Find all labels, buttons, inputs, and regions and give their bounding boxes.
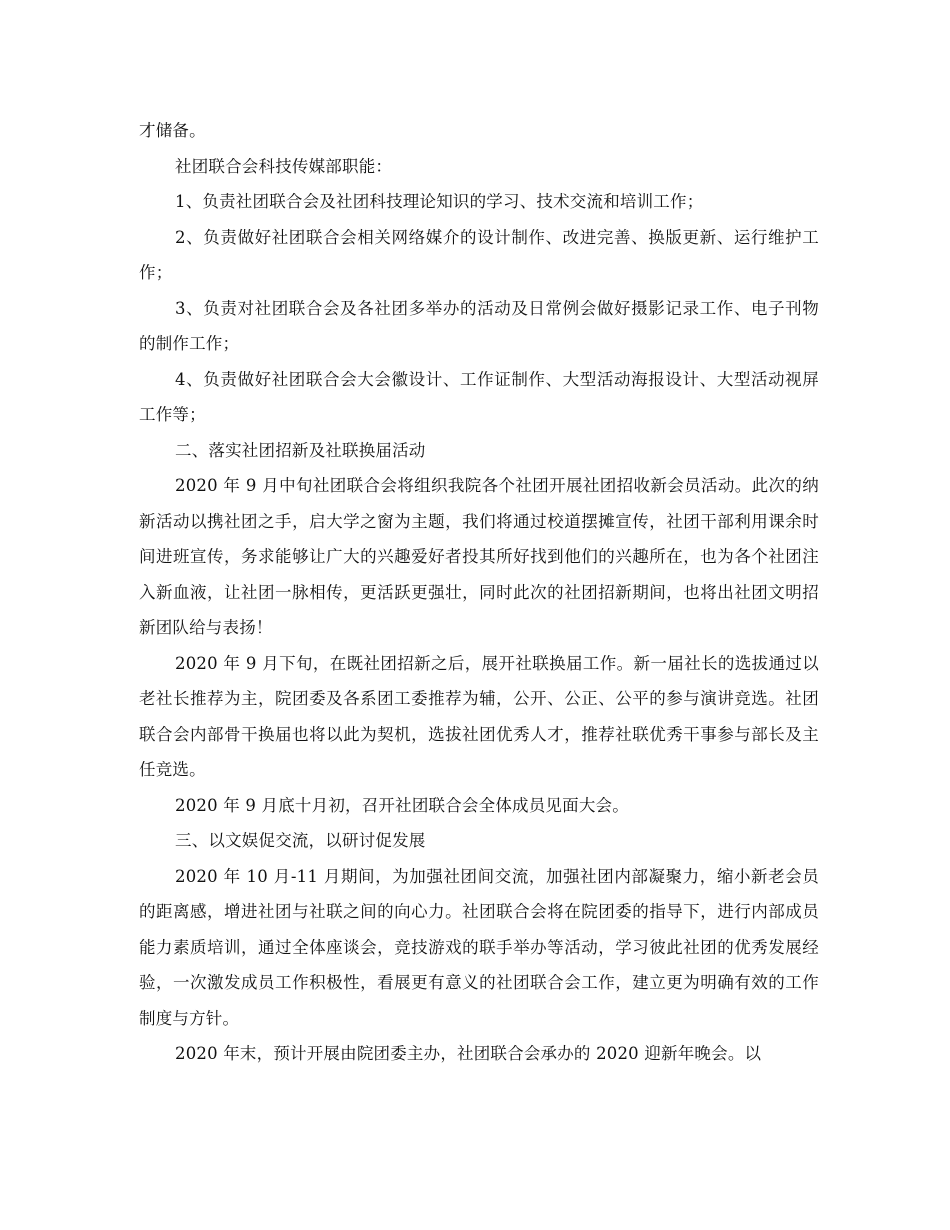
paragraph-meeting: 2020 年 9 月底十月初，召开社团联合会全体成员见面大会。: [175, 795, 629, 815]
paragraph-new-year-party: 2020 年末，预计开展由院团委主办，社团联合会承办的 2020 迎新年晚会。以: [175, 1044, 762, 1063]
duty-item-2: 2、负责做好社团联合会相关网络媒介的设计制作、改进完善、换版更新、运行维护工作；: [139, 227, 819, 282]
paragraph-exchange: 2020 年 10 月-11 月期间，为加强社团间交流，加强社团内部凝聚力，缩小新老会员的距离感，增进社团与社联之间的向心力。社团联合会将在院团委的指导下，进行内部成员能力素质培训，通过全体座谈会，竞技游戏的联手举办等活动，学习彼此社团的优秀发展经验，一次激发成员工作积极性，看展更有意义的社团联合会工作，建立更为明确有效的工作制度与方针。: [139, 866, 819, 1028]
section-heading-3: 三、以文娱促交流，以研讨促发展: [175, 831, 426, 850]
duty-item-3: 3、负责对社团联合会及各社团多举办的活动及日常例会做好摄影记录工作、电子刊物的制作工作；: [139, 298, 819, 353]
duty-item-4: 4、负责做好社团联合会大会徽设计、工作证制作、大型活动海报设计、大型活动视屏工作等；: [139, 369, 819, 424]
section-heading-2: 二、落实社团招新及社联换届活动: [175, 440, 426, 460]
paragraph-election: 2020 年 9 月下旬，在既社团招新之后，展开社联换届工作。新一届社长的选拔通过以老社长推荐为主，院团委及各系团工委推荐为辅，公开、公正、公平的参与演讲竞选。社团联合会内部骨干换届也将以此为契机，选拔社团优秀人才，推荐社联优秀干事参与部长及主任竞选。: [139, 653, 819, 779]
paragraph-recruitment: 2020 年 9 月中旬社团联合会将组织我院各个社团开展社团招收新会员活动。此次的纳新活动以携社团之手，启大学之窗为主题，我们将通过校道摆摊宣传，社团干部利用课余时间进班宣传，务求能够让广大的兴趣爱好者投其所好找到他们的兴趣所在，也为各个社团注入新血液，让社团一脉相传，更活跃更强壮，同时此次的社团招新期间，也将出社团文明招新团队给与表扬！: [139, 476, 819, 637]
paragraph-continuation: 才储备。: [139, 121, 206, 140]
section-heading-tech-media-duties: 社团联合会科技传媒部职能：: [175, 156, 393, 176]
document-body: [139, 113, 819, 1072]
duty-item-1: 1、负责社团联合会及社团科技理论知识的学习、技术交流和培训工作；: [175, 192, 704, 211]
